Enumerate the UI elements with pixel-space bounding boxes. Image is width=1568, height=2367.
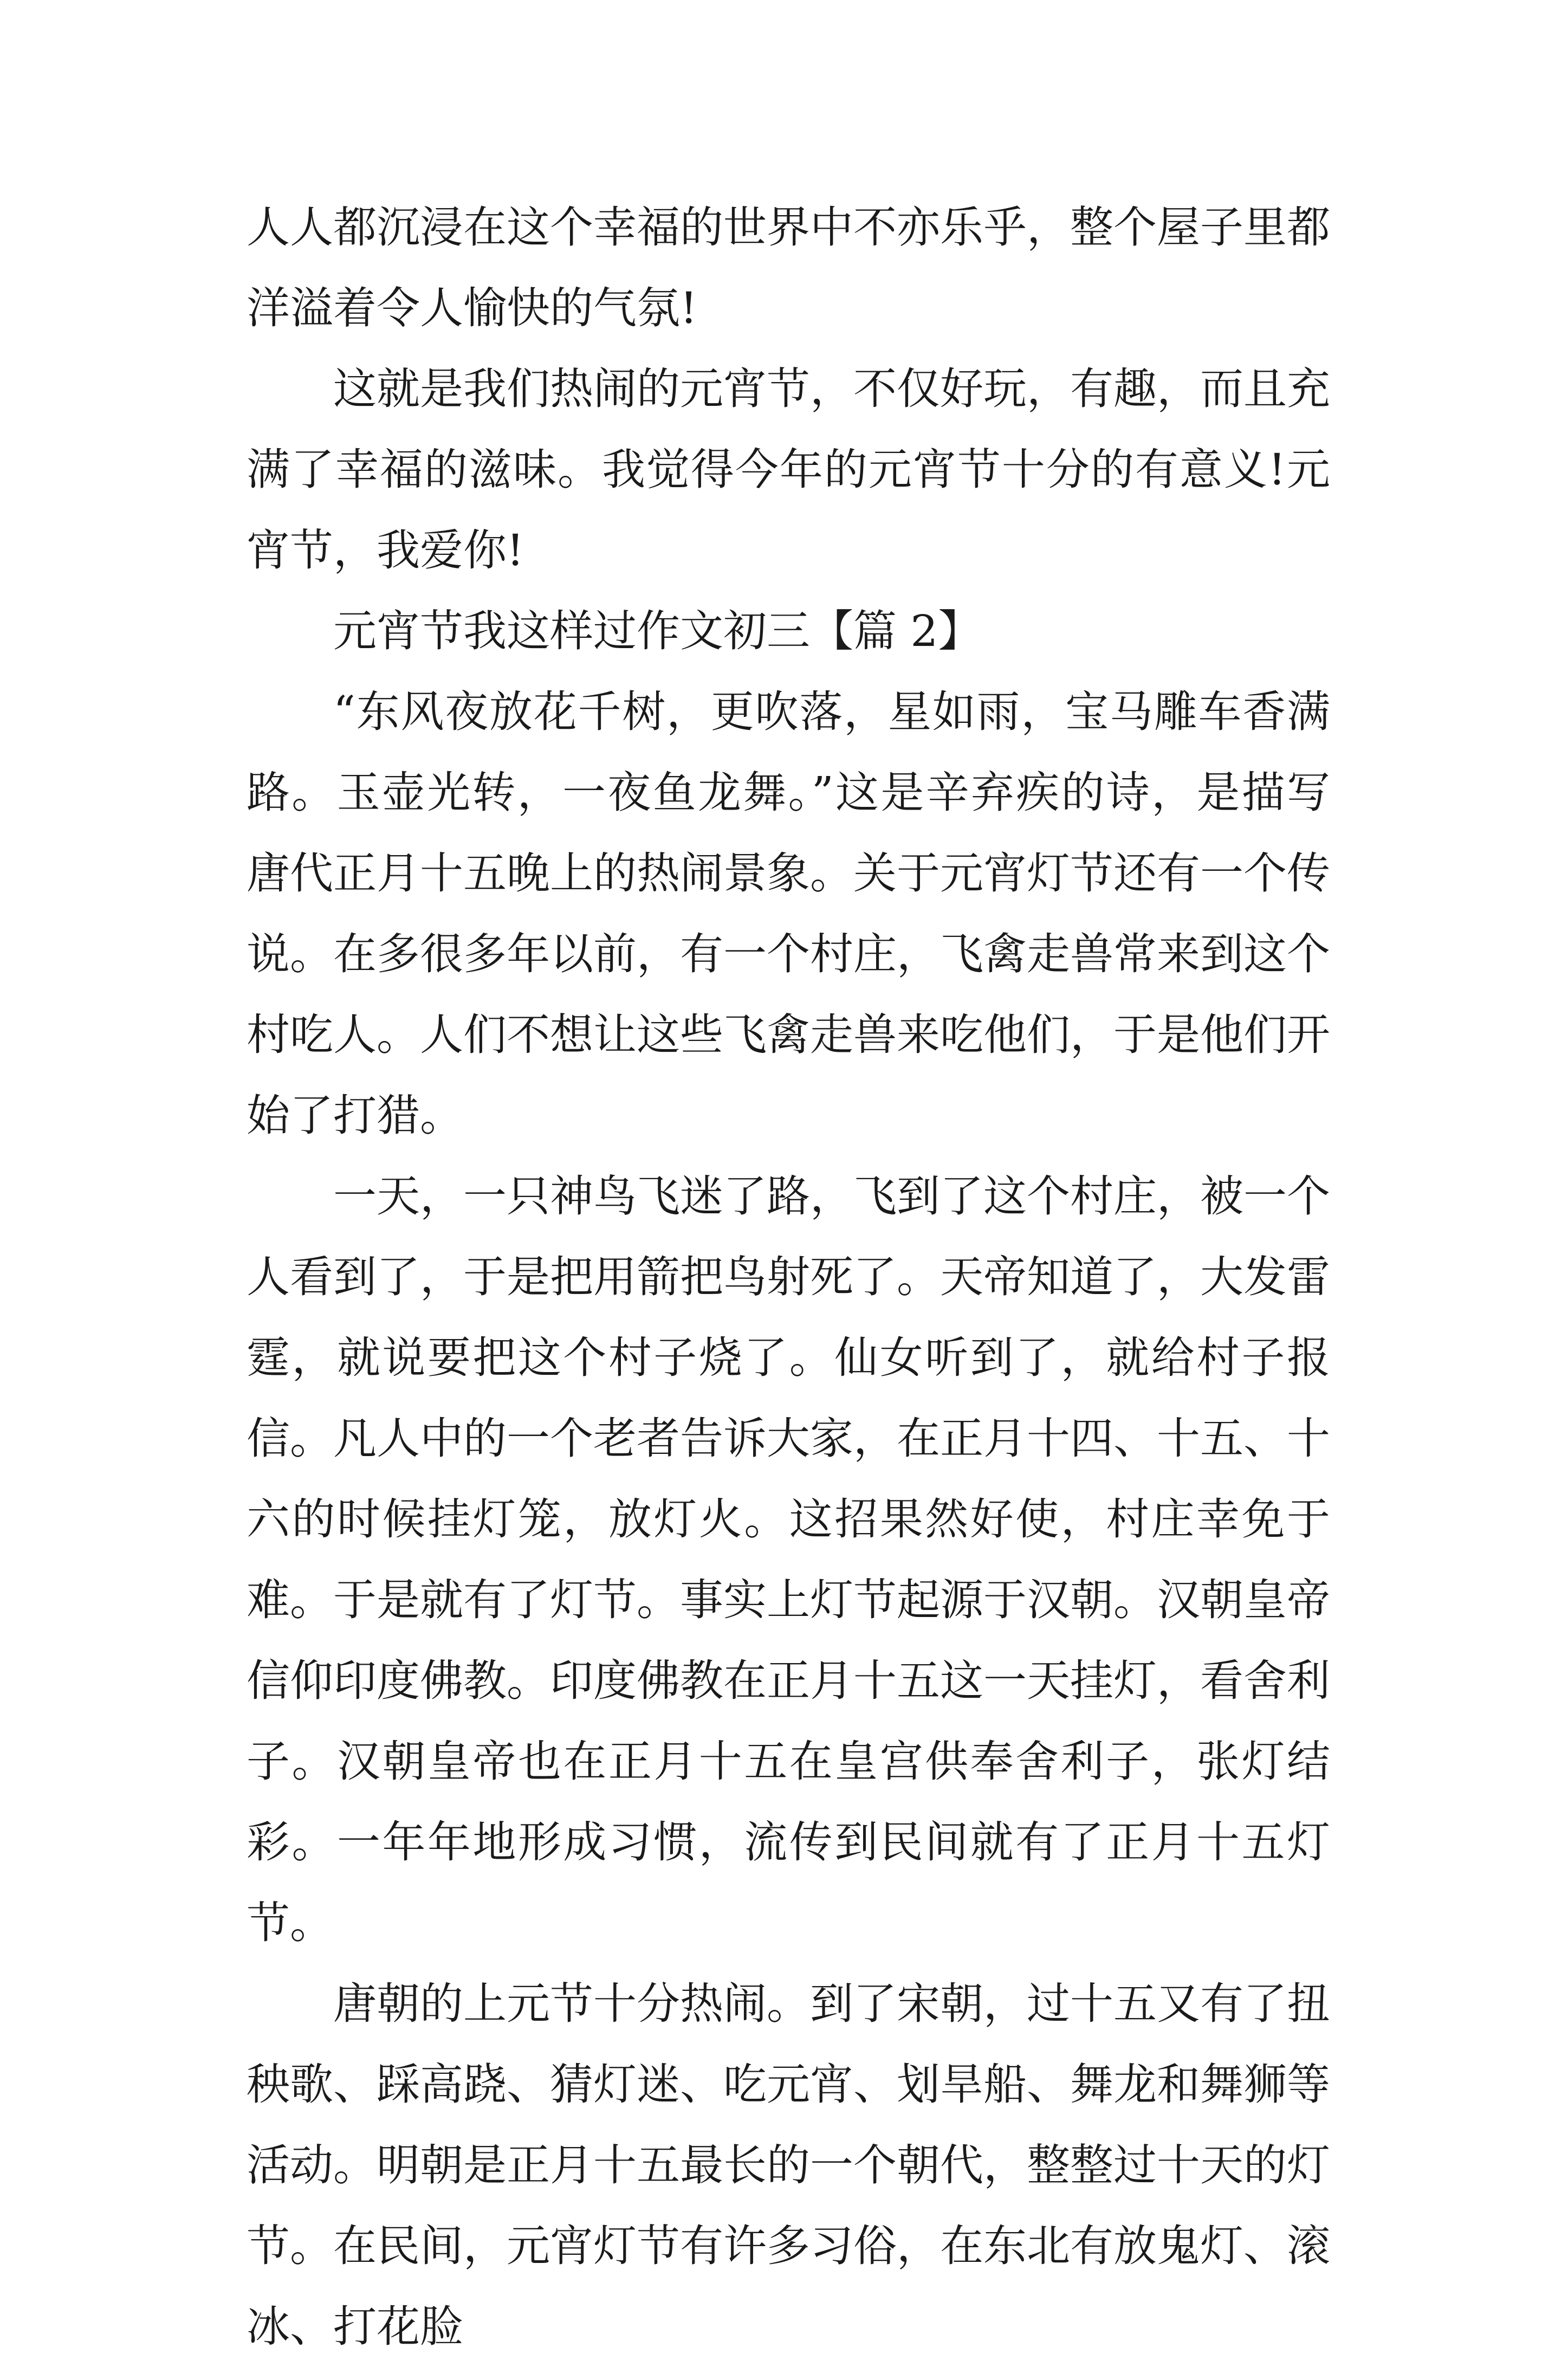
paragraph-2: 这就是我们热闹的元宵节，不仅好玩，有趣，而且充满了幸福的滋味。我觉得今年的元宵节十分的有意义!元宵节，我爱你!: [247, 364, 1330, 575]
section-heading: 元宵节我这样过作文初三【篇 2】: [333, 606, 982, 656]
paragraph-5: 唐朝的上元节十分热闹。到了宋朝，过十五又有了扭秧歌、踩高跷、猜灯迷、吃元宵、划旱船、舞龙和舞狮等活动。明朝是正月十五最长的一个朝代，整整过十天的灯节。在民间，元宵灯节有许多习俗，在东北有放鬼灯、滚冰、打花脸: [247, 1978, 1330, 2352]
paragraph-1: 人人都沉浸在这个幸福的世界中不亦乐乎，整个屋子里都洋溢着令人愉快的气氛!: [247, 202, 1330, 333]
essay-body: [247, 187, 1330, 2367]
paragraph-3: “东风夜放花千树，更吹落，星如雨，宝马雕车香满路。玉壶光转，一夜鱼龙舞。”这是辛弃疾的诗，是描写唐代正月十五晚上的热闹景象。关于元宵灯节还有一个传说。在多很多年以前，有一个村庄，飞禽走兽常来到这个村吃人。人们不想让这些飞禽走兽来吃他们，于是他们开始了打猎。: [247, 687, 1330, 1141]
paragraph-4: 一天，一只神鸟飞迷了路，飞到了这个村庄，被一个人看到了，于是把用箭把鸟射死了。天帝知道了，大发雷霆，就说要把这个村子烧了。仙女听到了，就给村子报信。凡人中的一个老者告诉大家，在正月十四、十五、十六的时候挂灯笼，放灯火。这招果然好使，村庄幸免于难。于是就有了灯节。事实上灯节起源于汉朝。汉朝皇帝信仰印度佛教。印度佛教在正月十五这一天挂灯，看舍利子。汉朝皇帝也在正月十五在皇宫供奉舍利子，张灯结彩。一年年地形成习惯，流传到民间就有了正月十五灯节。: [247, 1171, 1330, 1948]
